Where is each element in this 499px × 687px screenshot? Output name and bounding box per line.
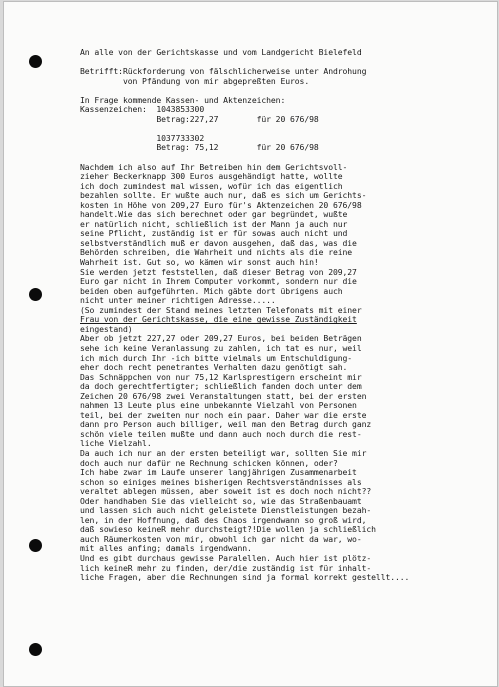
body-line: Zeichen 20 676/98 zwei Veranstaltungen statt, bei der ersten (80, 390, 367, 401)
punch-hole (29, 288, 42, 301)
body-line: beiden oben aufgeführten. Mich gäbte dort übrigens auch (80, 285, 343, 296)
body-line: eher doch recht penetrantes Verhalten dazu genötigt sah. (80, 362, 348, 373)
body-line: veraltet ablegen müssen, aber soweit ist es doch noch nicht?? (80, 486, 372, 497)
subject-line: Betrifft:Rückforderung von fälschlicherweise unter Androhung (80, 66, 367, 77)
body-line: liche Fragen, aber die Rechnungen sind ja formal korrekt gestellt.... (80, 572, 410, 583)
body-line: auch Räumerkosten von mir, obwohl ich gar nicht da war, wo- (80, 533, 362, 544)
salutation: An alle von der Gerichtskasse und vom Landgericht Bielefeld (80, 47, 362, 57)
body-line: teil, bei der zweiten nur noch ein paar. Daher war die erste (80, 409, 367, 420)
body-line: selbstverständlich muß er davon ausgehen, daß das, was die (80, 237, 357, 248)
reference-line: Betrag:227,27 für 20 676/98 (80, 113, 319, 124)
body-line: nicht unter meiner richtigen Adresse..... (80, 295, 276, 306)
body-line: Da auch ich nur an der ersten beteiligt war, sollten Sie mir (80, 447, 367, 458)
references-heading: In Frage kommende Kassen- und Aktenzeichen: (80, 94, 286, 105)
body-line: (So zumindest der Stand meines letzten Telefonats mit einer (80, 304, 362, 315)
body-line: Behörden schreiben, die Wahrheit und nichts als die reine (80, 247, 353, 258)
body-line: er natürlich nicht, schließlich ist der Mann ja auch nur (80, 218, 348, 229)
body-line: Wahrheit ist. Gut so, wo kämen wir sonst auch hin! (80, 257, 319, 268)
body-line: lich keineR mehr zu finden, der/die zuständig ist für inhalt- (80, 562, 372, 573)
reference-line: 1037733302 (80, 132, 205, 143)
punch-hole (29, 539, 42, 552)
body-line: Frau von der Gerichtskasse, die eine gewisse Zuständigkeit (80, 314, 357, 325)
body-line: da doch gerechtfertigter; schließlich fanden doch unter dem (80, 381, 362, 392)
body-line: nahmen 13 Leute plus eine unbekannte Vielzahl von Personen (80, 400, 357, 411)
punch-hole (29, 643, 42, 656)
body-line: Ich habe zwar im Laufe unserer langjährigen Zusammenarbeit (80, 467, 357, 478)
body-line: seine Pflicht, zuständig ist er für sowas auch nicht und (80, 228, 348, 239)
body-line: len, in der Hoffnung, daß des Chaos irgendwann so groß wird, (80, 514, 367, 525)
body-line: Nachdem ich also auf Ihr Betreiben hin dem Gerichtsvoll- (80, 161, 348, 172)
body-line: schon so einiges meines bisherigen Rechtsverständnisses als (80, 476, 362, 487)
body-line: Und es gibt durchaus gewisse Paralellen. Auch hier ist plötz- (80, 552, 372, 563)
body-line: und lassen sich auch nicht geleistete Dienstleistungen bezah- (80, 505, 372, 516)
body-line: ich mich durch Ihr -ich bitte vielmals um Entschuldigung- (80, 352, 353, 363)
body-line: Das Schnäppchen von nur 75,12 Karlsprestigern erscheint mir (80, 371, 362, 382)
body-line: dann pro Person auch billiger, weil man den Betrag durch ganz (80, 419, 372, 430)
body-line: bezahlen sollte. Er wußte auch nur, daß es sich um Gerichts- (80, 190, 367, 201)
body-line: mit alles anfing; damals irgendwann. (80, 543, 252, 554)
body-line: Sie werden jetzt feststellen, daß dieser Betrag von 209,27 (80, 266, 357, 277)
body-line: liche Vielzahl. (80, 438, 152, 449)
body-line: ich doch zumindest mal wissen, wofür ich das eigentlich (80, 180, 343, 191)
body-line: sehe ich keine Veranlassung zu zahlen, ich tat es nur, weil (80, 342, 362, 353)
body-line: Aber ob jetzt 227,27 oder 209,27 Euros, bei beiden Beträgen (80, 333, 362, 344)
letter-text (80, 48, 492, 583)
reference-line: Kassenzeichen: 1043853300 (80, 104, 205, 115)
body-line: Oder handhaben Sie das vielleicht so, wie das Straßenbauamt (80, 495, 362, 506)
body-line: handelt.Wie das sich berechnet oder gar begründet, wußte (80, 209, 348, 220)
body-line: schön viele teilen mußte und dann auch noch durch die rest- (80, 428, 362, 439)
body-line: zieher Beckerknapp 300 Euros ausgehändigt hatte, wollte (80, 171, 343, 182)
subject-line: von Pfändung von mir abgepreßten Euros. (80, 75, 310, 86)
punch-hole (29, 55, 42, 68)
body-line: doch auch nur dafür ne Rechnung schicken können, oder? (80, 457, 338, 468)
body-line: daß sowieso keineR mehr durchsteigt?!Die wollen ja schließlich (80, 524, 376, 535)
body-line: eingestand) (80, 323, 133, 334)
body-line: kosten in Höhe von 209,27 Euro für's Aktenzeichen 20 676/98 (80, 199, 362, 210)
reference-line: Betrag: 75,12 für 20 676/98 (80, 142, 319, 153)
body-line: Euro gar nicht in Ihrem Computer vorkommt, sondern nur die (80, 276, 357, 287)
